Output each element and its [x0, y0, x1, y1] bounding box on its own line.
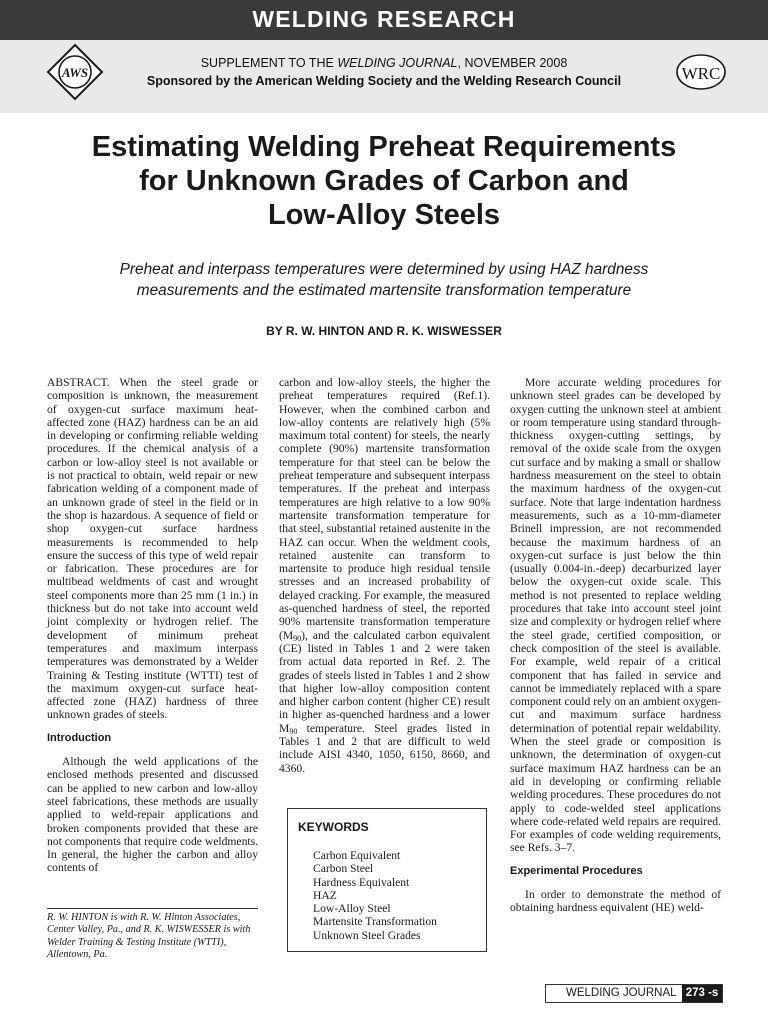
aws-logo	[46, 43, 104, 101]
column-1	[47, 376, 258, 875]
author-byline: BY R. W. HINTON AND R. K. WISWESSER	[266, 324, 502, 338]
keyword-item: Low-Alloy Steel	[313, 902, 391, 916]
sponsor-line: Sponsored by the American Welding Society and the Welding Research Council	[146, 74, 622, 88]
wrc-logo-text: WRC	[681, 64, 721, 83]
footer-journal-label: WELDING JOURNAL	[566, 987, 677, 999]
column-3	[510, 376, 721, 915]
page-number: 273 -s	[682, 985, 722, 1002]
experimental-procedures-heading: Experimental Procedures	[510, 864, 643, 877]
keyword-item: Unknown Steel Grades	[313, 928, 421, 942]
author-affiliation-note: R. W. HINTON is with R. W. Hinton Associates, Center Valley, Pa., and R. K. WISWESSER is with Welder Training & Testing Institute (WTTI), Allentown, Pa.	[47, 912, 251, 961]
introduction-paragraph: Although the weld applications of the enclosed methods presented and discussed can be applied to new carbon and low-alloy steel fabrications, these methods are usually applied to weld-repair applications and broken components provided that these are not components that require code weldments. In general, the higher the carbon and alloy contents of	[47, 755, 258, 875]
article-subtitle: Preheat and interpass temperatures were determined by using HAZ hardness measurements and the estimated martensite transformation temperature	[119, 261, 649, 299]
footnote-rule	[47, 908, 258, 909]
keyword-item: HAZ	[313, 888, 337, 902]
aws-logo-text: AWS	[61, 65, 89, 80]
abstract-paragraph: ABSTRACT. When the steel grade or composition is unknown, the measurement of oxygen-cut surface maximum heat-affected zone (HAZ) hardness can be an aid in developing or confirming reliable welding procedures. If the chemical analysis of a carbon or low-alloy steel is not available or is not practical to obtain, weld repair or new fabrication welding of a component made of an unknown grade of steel in the field or in the shop is hazardous. A sequence of field or shop oxygen-cut surface hardness measurements is recommended to help ensure the success of this type of weld repair or fabrication. These procedures are for multibead weldments of cast and wrought steel components more than 25 mm (1 in.) in thickness but do not take into account weld joint complexity or hydrogen relief. The development of minimum preheat temperatures and maximum interpass temperatures was demonstrated by a Welder Training & Testing institute (WTTI) test of the maximum oxygen-cut surface heat-affected zone (HAZ) hardness of three unknown grades of steels.	[47, 376, 258, 722]
page-footer	[545, 984, 723, 1003]
keywords-list	[313, 849, 437, 942]
keyword-item: Carbon Equivalent	[313, 849, 401, 862]
keyword-item: Carbon Steel	[313, 862, 374, 876]
keywords-box	[287, 808, 487, 952]
body-paragraph: carbon and low-alloy steels, the higher the preheat temperatures required (Ref.1). However, when the combined carbon and low-alloy contents are relatively high (5% maximum total content) for steels, the nearly complete (90%) martensite transformation temperature for that steel can be below the preheat temperature and subsequent interpass temperatures. If the preheat and interpass temperatures are high relative to a low 90% martensite transformation temperature for that steel, substantial retained austenite in the HAZ can occur. When the weldment cools, retained austenite can transform to martensite to produce high residual tensile stresses and an increased probability of delayed cracking. For example, the measured as-quenched hardness of steel, the reported 90% martensite transformation temperature $(M_{90})$, and the calculated carbon equivalent (CE) listed in Tables 1 and 2 were taken from actual data reported in Ref. 2. The grades of steels listed in Tables 1 and 2 show that higher low-alloy composition content and higher carbon content (higher CE) result in higher as-quenched hardness and a lower $M_{90}$ temperature. Steel grades listed in Tables 1 and 2 that are difficult to weld include AISI 4340, 1050, 6150, 8660, and 4360.	[279, 376, 490, 775]
journal-header	[0, 0, 768, 113]
body-paragraph: In order to demonstrate the method of obtaining hardness equivalent (HE) weld-	[510, 887, 721, 915]
body-paragraph: More accurate welding procedures for unknown steel grades can be developed by oxygen cutting the unknown steel at ambient or room temperature using standard through-thickness oxygen-cutting settings, by removal of the oxide scale from the oxygen cut surface and by making a small or shallow hardness measurement on the steel to obtain the maximum hardness of the oxygen-cut surface. Note that large indentation hardness measurements, such as a 10-mm-diameter Brinell impression, are not recommended because the maximum hardness of an oxygen-cut surface is just below the thin (usually 0.004-in.-deep) decarburized layer below the oxygen-cut oxide scale. This method is not presented to replace welding procedures that take into account steel joint size and complexity or hydrogen relief where the steel grade, certified composition, or check composition of the steel is available. For example, weld repair of a critical component that has failed in service and cannot be immediately replaced with a spare component could rely on an ambient oxygen-cut and maximum surface hardness determination of potential repair weldability. When the steel grade or composition is unknown, the determination of oxygen-cut surface maximum HAZ hardness can be an aid in developing or confirming reliable welding procedures. These procedures do not apply to code-welded steel applications where code-related weld repairs are required. For examples of code welding requirements, see Refs. 3–7.	[510, 376, 721, 855]
supplement-line: SUPPLEMENT TO THE WELDING JOURNAL, NOVEMBER 2008	[200, 56, 568, 70]
keyword-item: Hardness Equivalent	[313, 875, 410, 889]
journal-name: WELDING JOURNAL	[337, 56, 458, 70]
introduction-heading: Introduction	[47, 731, 112, 744]
article-title: Estimating Welding Preheat Requirements for Unknown Grades of Carbon and Low-Alloy Steels	[91, 131, 677, 231]
section-title: WELDING RESEARCH	[252, 6, 516, 32]
keyword-item: Martensite Transformation	[313, 915, 437, 929]
keywords-heading: KEYWORDS	[298, 820, 369, 834]
column-2	[279, 376, 490, 775]
